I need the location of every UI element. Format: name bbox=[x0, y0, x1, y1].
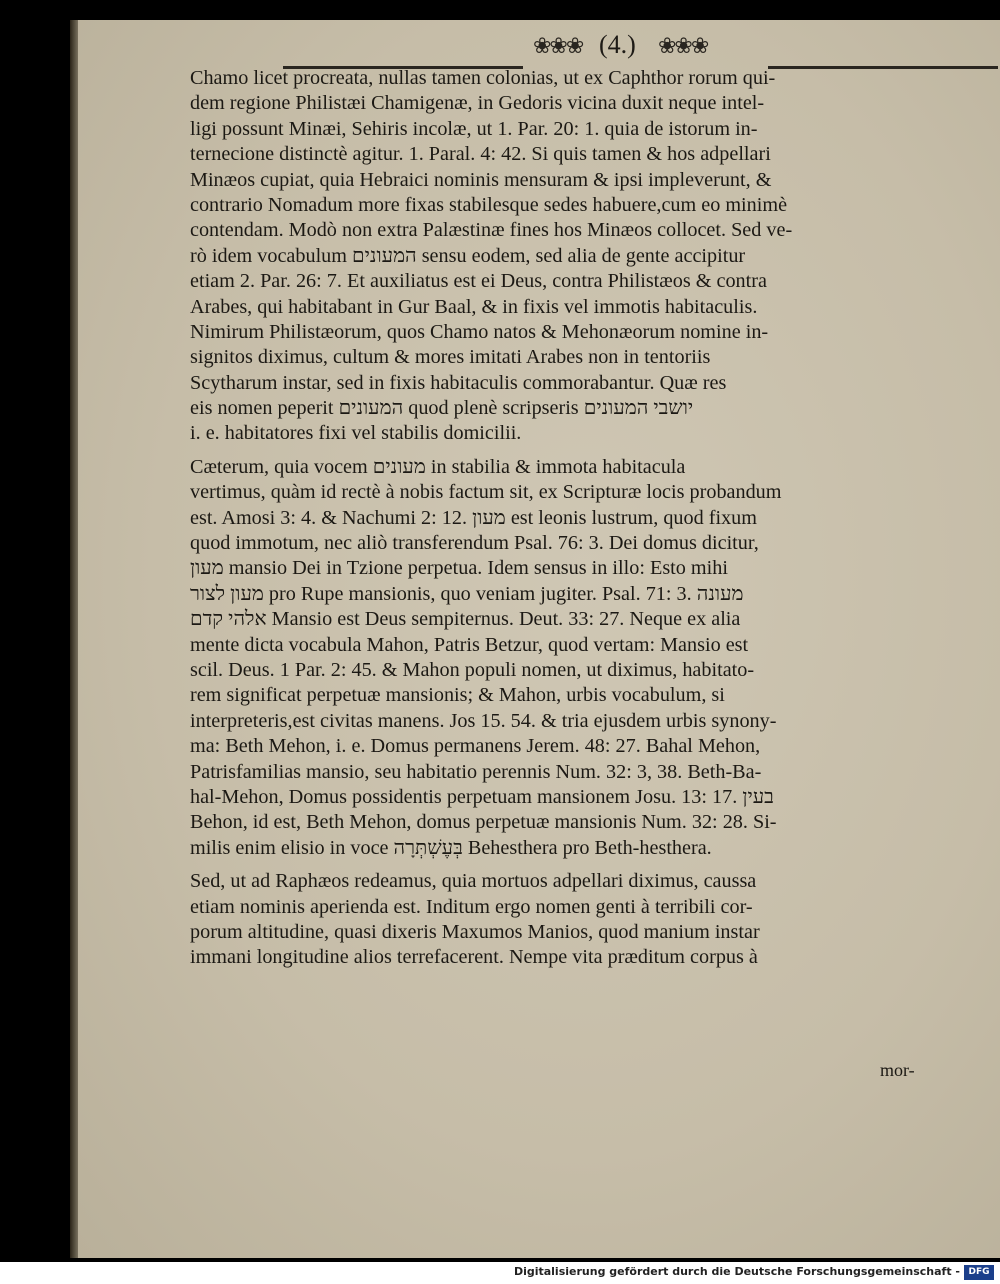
text-line: ma: Beth Mehon, i. e. Domus permanens Jerem. 48: 27. Bahal Mehon, bbox=[190, 735, 761, 758]
text-line: Cæterum, quia vocem מעונים in stabilia & immota habitacula bbox=[190, 455, 686, 478]
text-line: porum altitudine, quasi dixeris Maxumos Manios, quod manium instar bbox=[190, 920, 760, 943]
text-line: Patrisfamilias mansio, seu habitatio perennis Num. 32: 3, 38. Beth-Ba- bbox=[190, 760, 762, 783]
text-line: dem regione Philistæi Chamigenæ, in Gedoris vicina duxit neque intel- bbox=[190, 92, 765, 115]
paragraph-2 bbox=[190, 455, 960, 861]
funding-notice: Digitalisierung gefördert durch die Deutsche Forschungsgemeinschaft - bbox=[513, 1265, 960, 1278]
text-line: אלהי קדם Mansio est Deus sempiternus. Deut. 33: 27. Neque ex alia bbox=[190, 608, 741, 631]
dfg-logo: DFG bbox=[964, 1265, 994, 1280]
text-line: signitos diximus, cultum & mores imitati Arabes non in tentoriis bbox=[190, 346, 711, 369]
text-line: est. Amosi 3: 4. & Nachumi 2: 12. מעון est leonis lustrum, quod fixum bbox=[190, 506, 757, 529]
text-line: scil. Deus. 1 Par. 2: 45. & Mahon populi nomen, ut diximus, habitato- bbox=[190, 658, 755, 681]
text-line: Scytharum instar, sed in fixis habitaculis commorabantur. Quæ res bbox=[190, 371, 727, 394]
ornament-left: ❀❀❀ bbox=[533, 34, 583, 59]
text-line: eis nomen peperit המעונים quod plenè scripseris יושבי המעונים bbox=[190, 397, 694, 420]
text-line: etiam 2. Par. 26: 7. Et auxiliatus est ei Deus, contra Philistæos & contra bbox=[190, 270, 767, 293]
text-line: Nimirum Philistæorum, quos Chamo natos & Mehonæorum nomine in- bbox=[190, 320, 769, 343]
paragraph-1 bbox=[190, 66, 960, 447]
text-line: immani longitudine alios terrefacerent. Nempe vita præditum corpus à bbox=[190, 946, 758, 969]
body-text bbox=[190, 66, 960, 971]
text-line: rò idem vocabulum המעונים sensu eodem, sed alia de gente accipitur bbox=[190, 244, 746, 267]
text-line: contendam. Modò non extra Palæstinæ fines hos Minæos collocet. Sed ve- bbox=[190, 219, 793, 242]
text-line: interpreteris,est civitas manens. Jos 15. 54. & tria ejusdem urbis synony- bbox=[190, 709, 777, 732]
text-line: contrario Nomadum more fixas stabilesque sedes habuere,cum eo minimè bbox=[190, 193, 788, 216]
text-line: quod immotum, nec aliò transferendum Psal. 76: 3. Dei domus dicitur, bbox=[190, 532, 759, 555]
text-line: ternecione distinctè agitur. 1. Paral. 4: 42. Si quis tamen & hos adpellari bbox=[190, 143, 771, 166]
ornament-right: ❀❀❀ bbox=[658, 34, 708, 59]
text-line: Chamo licet procreata, nullas tamen colonias, ut ex Caphthor rorum qui- bbox=[190, 67, 776, 89]
text-line: hal-Mehon, Domus possidentis perpetuam mansionem Josu. 13: 17. בעין bbox=[190, 785, 774, 808]
text-line: mente dicta vocabula Mahon, Patris Betzur, quod vertam: Mansio est bbox=[190, 633, 749, 656]
text-line: Behon, id est, Beth Mehon, domus perpetuæ mansionis Num. 32: 28. Si- bbox=[190, 811, 777, 834]
text-line: milis enim elisio in voce בְּעֶשְׁתְּרָה Behesthera pro Beth-hesthera. bbox=[190, 836, 712, 859]
text-line: מעון mansio Dei in Tzione perpetua. Idem sensus in illo: Esto mihi bbox=[190, 557, 728, 580]
text-line: rem significat perpetuæ mansionis; & Mahon, urbis vocabulum, si bbox=[190, 684, 725, 707]
text-line: i. e. habitatores fixi vel stabilis domicilii. bbox=[190, 422, 522, 445]
footer-bar bbox=[0, 1262, 1000, 1284]
page-header bbox=[78, 30, 1000, 64]
text-line: etiam nominis aperienda est. Inditum ergo nomen genti à terribili cor- bbox=[190, 895, 753, 918]
text-line: ligi possunt Minæi, Sehiris incolæ, ut 1. Par. 20: 1. quia de istorum in- bbox=[190, 117, 758, 140]
page-number: (4.) bbox=[599, 30, 636, 59]
text-line: vertimus, quàm id rectè à nobis factum sit, ex Scripturæ locis probandum bbox=[190, 481, 782, 504]
text-line: Minæos cupiat, quia Hebraici nominis mensuram & ipsi impleverunt, & bbox=[190, 168, 772, 191]
text-line: Sed, ut ad Raphæos redeamus, quia mortuos adpellari diximus, caussa bbox=[190, 870, 757, 893]
paragraph-3 bbox=[190, 869, 960, 971]
text-line: מעון לצור pro Rupe mansionis, quo veniam jugiter. Psal. 71: 3. מעונה bbox=[190, 582, 744, 605]
catchword: mor- bbox=[880, 1060, 915, 1080]
text-line: Arabes, qui habitabant in Gur Baal, & in fixis vel immotis habitaculis. bbox=[190, 295, 758, 318]
